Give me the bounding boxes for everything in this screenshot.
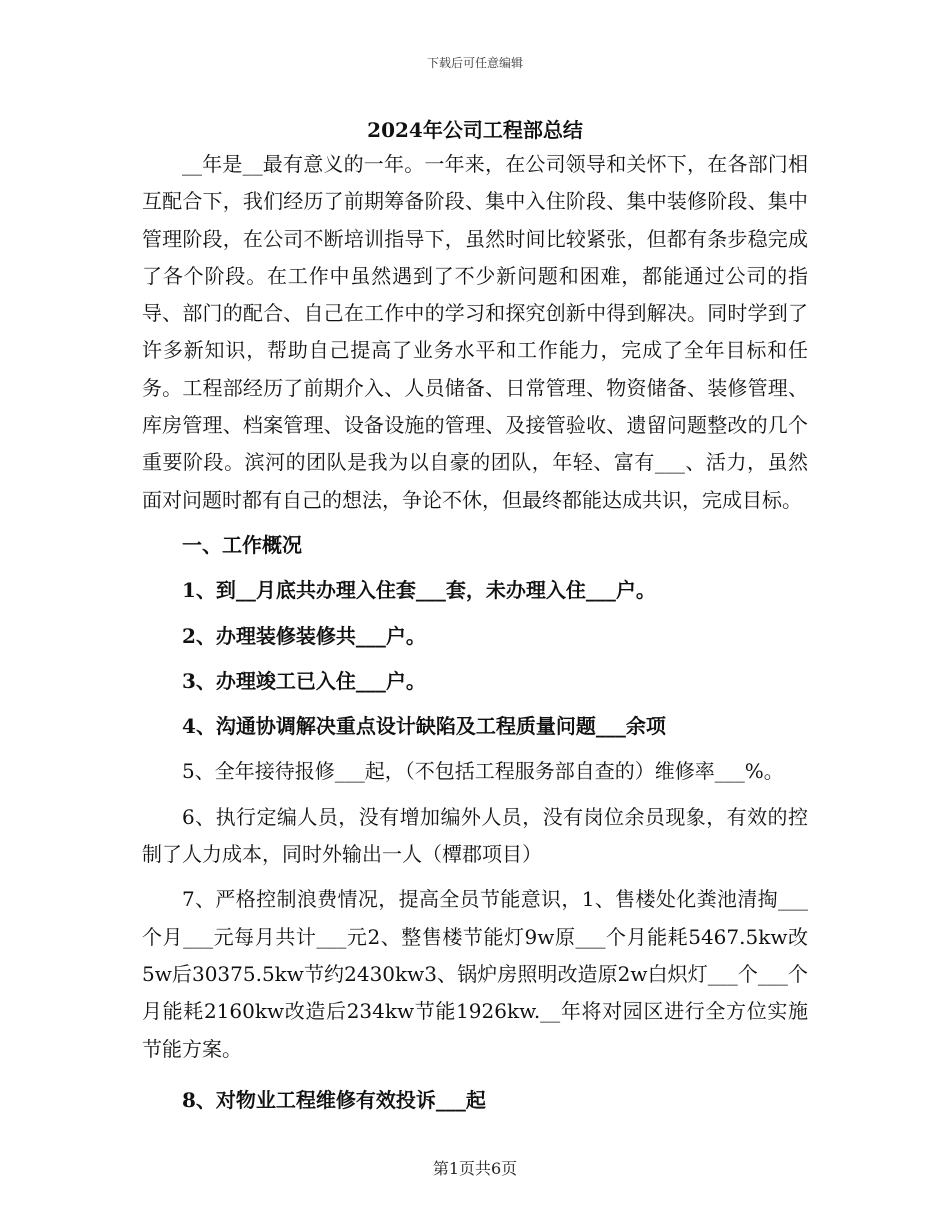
list-item-4: 4、沟通协调解决重点设计缺陷及工程质量问题___余项 (182, 714, 666, 739)
page-indicator: 第1页共6页 (432, 1159, 518, 1178)
section-heading-work-overview: 一、工作概况 (182, 532, 302, 557)
intro-paragraph: __年是__最有意义的一年。一年来，在公司领导和关怀下，在各部门相互配合下，我们经历了前期筹备阶段、集中入住阶段、集中装修阶段、集中管理阶段，在公司不断培训指导下，虽然时间比较紧张，但都有条步稳完成了各个阶段。在工作中虽然遇到了不少新问题和困难，都能通过公司的指导、部门的配合、自己在工作中的学习和探究创新中得到解决。同时学到了许多新知识，帮助自己提高了业务水平和工作能力，完成了全年目标和任务。工程部经历了前期介入、人员储备、日常管理、物资储备、装修管理、库房管理、档案管理、设备设施的管理、及接管验收、遗留问题整改的几个重要阶段。滨河的团队是我为以自豪的团队，年轻、富有___、活力，虽然面对问题时都有自己的想法，争论不休，但最终都能达成共识，完成目标。 (142, 152, 808, 512)
document-body (142, 146, 808, 1119)
list-item-6: 6、执行定编人员，没有增加编外人员，没有岗位余员现象，有效的控制了人力成本，同时外输出一人（橝郡项目） (142, 804, 808, 867)
document-title: 2024年公司工程部总结 (367, 118, 583, 142)
list-item-3: 3、办理竣工已入住___户。 (182, 668, 426, 693)
list-item-8: 8、对物业工程维修有效投诉___起 (182, 1087, 486, 1112)
header-note: 下载后可任意编辑 (426, 56, 523, 70)
list-item-1: 1、到__月底共办理入住套___套，未办理入住___户。 (182, 578, 656, 603)
list-item-2: 2、办理装修装修共___户。 (182, 623, 426, 648)
list-item-7: 7、严格控制浪费情况，提高全员节能意识，1、售楼处化粪池清掏___个月___元每月共计___元2、整售楼节能灯9w原___个月能耗5467.5kw改5w后30375.5kw节约2430kw3、锅炉房照明改造原2w白炽灯___个___个月能耗2160kw改造后234kw节能1926kw.__年将对园区进行全方位实施节能方案。 (142, 887, 808, 1061)
list-item-5: 5、全年接待报修___起，（不包括工程服务部自查的）维修率___%。 (182, 759, 784, 784)
